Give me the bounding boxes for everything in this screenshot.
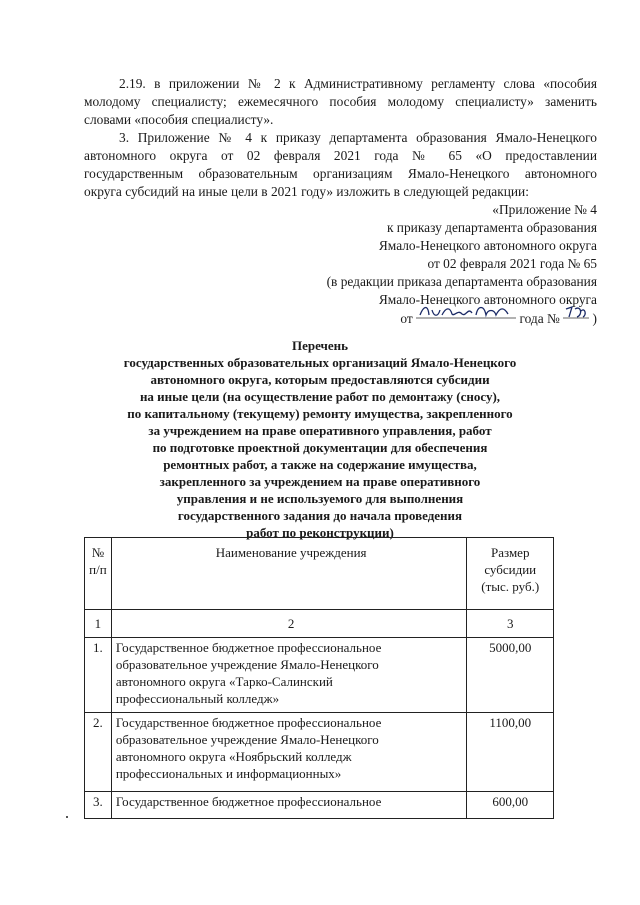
row-name-line: Государственное бюджетное профессиональное	[115, 794, 382, 809]
row-name-line: образовательное учреждение Ямало-Ненецкого	[115, 657, 379, 672]
title-line3: автономного округа, которым предоставляются субсидии	[150, 372, 490, 387]
appendix-year-label: года №	[519, 311, 560, 326]
title-line8: ремонтных работ, а также на содержание имущества,	[163, 457, 477, 472]
index-cell-1: 1	[85, 610, 112, 638]
row-name-line: профессиональных и информационных»	[115, 766, 342, 781]
row-name	[111, 713, 467, 792]
row-num: 1.	[85, 638, 112, 713]
header-num-line2: п/п	[89, 562, 107, 577]
appendix-line4: от 02 февраля 2021 года № 65	[427, 256, 597, 271]
header-num-cell	[85, 538, 112, 610]
row-num: 2.	[85, 713, 112, 792]
handwritten-date	[416, 309, 516, 323]
paragraph-219-line2: молодому специалисту; ежемесячного пособия молодому специалисту» заменить	[84, 94, 597, 109]
row-amount: 5000,00	[467, 638, 554, 713]
paragraph-3-line1: 3. Приложение № 4 к приказу департамента образования Ямало-Ненецкого	[119, 130, 597, 145]
header-sum-line3: (тыс. руб.)	[481, 579, 540, 594]
paragraph-3-line4: округа субсидий на иные цели в 2021 году» изложить в следующей редакции:	[84, 184, 529, 199]
title-line9: закрепленного за учреждением на праве оперативного	[159, 474, 481, 489]
header-sum-line2: субсидии	[484, 562, 537, 577]
title-line5: по капитальному (текущему) ремонту имущества, закрепленного	[127, 406, 513, 421]
paragraph-219-line1: 2.19. в приложении № 2 к Административному регламенту слова «пособия	[119, 76, 597, 91]
row-name-line: образовательное учреждение Ямало-Ненецкого	[115, 732, 379, 747]
title-line6: за учреждением на праве оперативного управления, работ	[148, 423, 492, 438]
row-num: 3.	[85, 792, 112, 819]
header-name: Наименование учреждения	[215, 545, 367, 560]
appendix-date-prefix: от	[400, 311, 413, 326]
table-index-row	[85, 610, 554, 638]
row-name-line: профессиональный колледж»	[115, 691, 280, 706]
title-line4: на иные цели (на осуществление работ по демонтажу (сносу),	[139, 389, 501, 404]
title-line7: по подготовке проектной документации для обеспечения	[152, 440, 488, 455]
title-line11: государственного задания до начала проведения	[177, 508, 463, 523]
header-sum-line1: Размер	[491, 545, 530, 560]
subsidy-table	[84, 537, 554, 819]
table-header-row	[85, 538, 554, 610]
appendix-line7	[300, 309, 597, 328]
row-amount: 1100,00	[467, 713, 554, 792]
paragraph-3-line2: автономного округа от 02 февраля 2021 года № 65 «О предоставлении	[84, 148, 597, 163]
row-name-line: Государственное бюджетное профессиональное	[115, 715, 382, 730]
table-row	[85, 638, 554, 713]
appendix-close-paren: )	[592, 311, 597, 326]
scan-speck	[66, 816, 68, 818]
table-row	[85, 792, 554, 819]
index-cell-2: 2	[111, 610, 467, 638]
table-row	[85, 713, 554, 792]
title-line2: государственных образовательных организаций Ямало-Ненецкого	[123, 355, 517, 370]
title-line12: работ по реконструкции)	[246, 525, 394, 540]
row-name	[111, 638, 467, 713]
appendix-line2: к приказу департамента образования	[386, 220, 597, 235]
appendix-line1: «Приложение № 4	[492, 202, 597, 217]
row-amount: 600,00	[467, 792, 554, 819]
appendix-line6: Ямало-Ненецкого автономного округа	[378, 292, 597, 307]
paragraph-3-line3: государственным образовательным организациям Ямало-Ненецкого автономного	[84, 166, 597, 181]
handwritten-number	[563, 309, 589, 323]
appendix-line5: (в редакции приказа департамента образования	[326, 274, 597, 289]
row-name-line: автономного округа «Тарко-Салинский	[115, 674, 333, 689]
row-name-line: автономного округа «Ноябрьский колледж	[115, 749, 352, 764]
row-name	[111, 792, 467, 819]
paragraph-219-line3: словами «пособия специалисту».	[84, 112, 274, 127]
title-line10: управления и не используемого для выполнения	[176, 491, 464, 506]
header-num-line1: №	[91, 545, 105, 560]
appendix-line3: Ямало-Ненецкого автономного округа	[378, 238, 597, 253]
row-name-line: Государственное бюджетное профессиональное	[115, 640, 382, 655]
index-cell-3: 3	[467, 610, 554, 638]
title-line1: Перечень	[291, 338, 349, 353]
header-name-cell	[111, 538, 467, 610]
header-sum-cell	[467, 538, 554, 610]
